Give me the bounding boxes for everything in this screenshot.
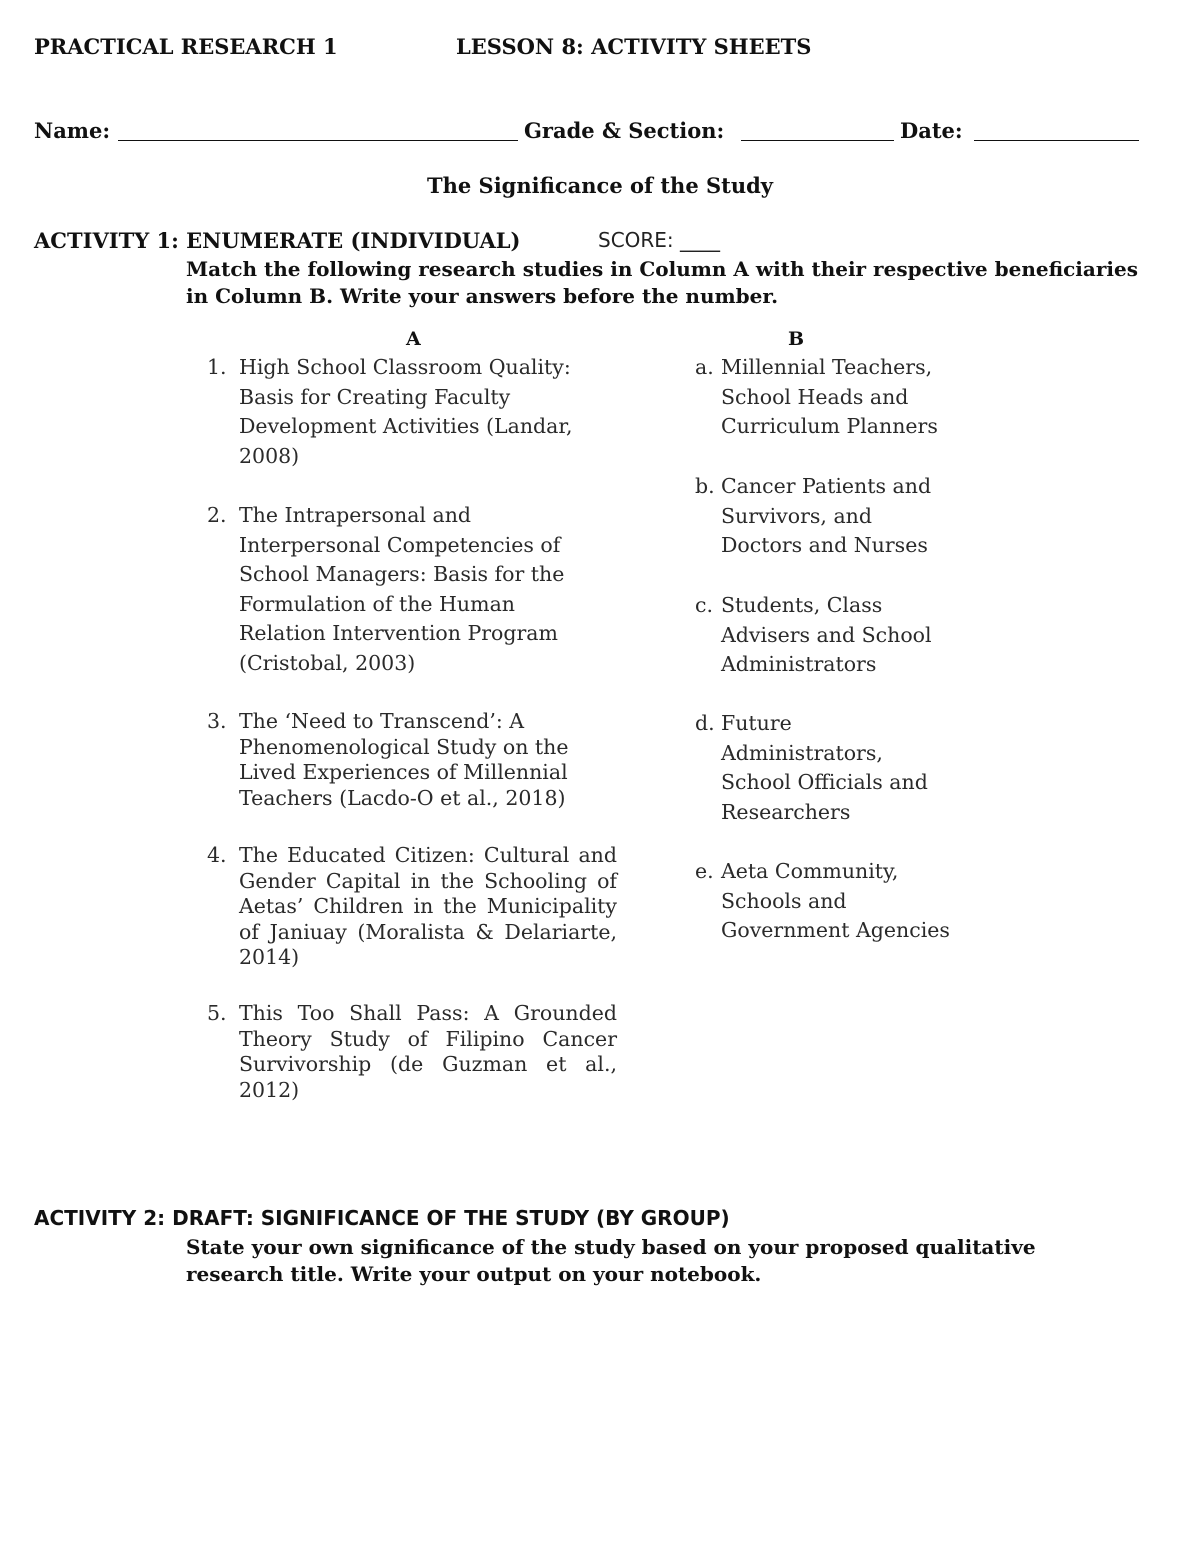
item-letter: d. [695,711,715,735]
date-blank[interactable] [974,140,1139,141]
column-a-header: A [406,328,421,350]
page-title: The Significance of the Study [426,173,774,198]
item-letter: b. [695,474,715,498]
item-text: Cancer Patients and Survivors, and Doctors and Nurses [721,474,932,557]
item-number: 1. [207,355,227,379]
score-field[interactable]: SCORE: ____ [598,228,721,252]
item-text: Aeta Community, Schools and Government Agencies [721,859,950,942]
column-b-header: B [788,328,805,350]
course-title: PRACTICAL RESEARCH 1 [34,34,338,59]
item-text: This Too Shall Pass: A Grounded Theory Study of Filipino Cancer Survivorship (de Guzman et al., 2012) [239,1001,617,1102]
item-number: 2. [207,503,227,527]
grade-section-label: Grade & Section: [524,118,725,143]
item-letter: a. [695,355,714,379]
item-number: 3. [207,709,227,733]
item-text: The ‘Need to Transcend’: A Phenomenological Study on the Lived Experiences of Millennial Teachers (Lacdo-O et al., 2018) [239,709,569,810]
name-blank[interactable] [118,140,518,141]
activity2-heading: ACTIVITY 2: DRAFT: SIGNIFICANCE OF THE STUDY (BY GROUP) [34,1206,730,1230]
item-text: Students, Class Advisers and School Administrators [721,593,932,676]
activity1-heading: ACTIVITY 1: ENUMERATE (INDIVIDUAL) [34,228,521,253]
lesson-title: LESSON 8: ACTIVITY SHEETS [456,34,812,59]
item-text: The Intrapersonal and Interpersonal Competencies of School Managers: Basis for the Formulation of the Human Relation Intervention Program (Cristobal, 2003) [239,503,565,675]
item-letter: e. [695,859,714,883]
item-text: Future Administrators, School Officials and Researchers [721,711,928,824]
item-number: 4. [207,843,227,867]
item-letter: c. [695,593,713,617]
item-text: High School Classroom Quality: Basis for Creating Faculty Development Activities (Landar, 2008) [239,355,573,468]
activity1-instructions: Match the following research studies in Column A with their respective beneficiaries in Column B. Write your answers before the number. [186,257,1138,308]
activity2-instructions: State your own significance of the study based on your proposed qualitative research title. Write your output on your notebook. [186,1235,1036,1286]
item-number: 5. [207,1001,227,1025]
item-text: The Educated Citizen: Cultural and Gender Capital in the Schooling of Aetas’ Children in the Municipality of Janiuay (Moralista & Delariarte, 2014) [239,843,617,969]
date-label: Date: [900,118,963,143]
item-text: Millennial Teachers, School Heads and Curriculum Planners [721,355,938,438]
grade-section-blank[interactable] [741,140,894,141]
name-label: Name: [34,118,111,143]
